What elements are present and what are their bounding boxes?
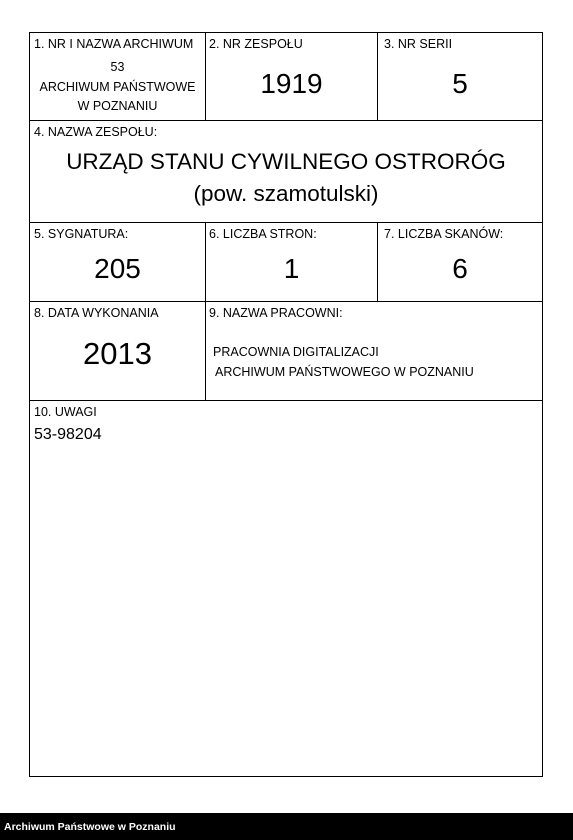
archive-name-line2: W POZNANIU [77, 99, 158, 113]
series-number-label: 3. NR SERII [384, 37, 453, 51]
page-count-label: 6. LICZBA STRON: [209, 227, 317, 241]
fonds-number-cell [206, 33, 377, 120]
fonds-name-line2: (pow. szamotulski) [193, 181, 379, 206]
fonds-number-value: 1919 [260, 68, 323, 99]
archive-label: 1. NR I NAZWA ARCHIWUM [34, 37, 194, 51]
archive-name-line1: ARCHIWUM PAŃSTWOWE [39, 80, 196, 94]
fonds-name-line1: URZĄD STANU CYWILNEGO OSTRORÓG [66, 149, 506, 174]
scan-count-cell [378, 223, 542, 301]
notes-label: 10. UWAGI [34, 405, 97, 419]
fonds-name-cell [30, 121, 542, 222]
footer-bar [0, 813, 573, 840]
metadata-card [29, 32, 543, 777]
fonds-number-label: 2. NR ZESPOŁU [209, 37, 303, 51]
notes-cell [30, 401, 542, 776]
date-value: 2013 [83, 336, 152, 371]
fonds-name-label: 4. NAZWA ZESPOŁU: [34, 125, 158, 139]
workshop-label: 9. NAZWA PRACOWNI: [209, 306, 343, 320]
scan-count-label: 7. LICZBA SKANÓW: [384, 227, 504, 241]
page-count-value: 1 [283, 253, 300, 284]
signature-value: 205 [94, 253, 141, 284]
date-cell [30, 302, 205, 400]
series-number-value: 5 [452, 68, 468, 99]
notes-value: 53-98204 [34, 426, 102, 443]
footer-text: Archiwum Państwowe w Poznaniu [4, 821, 176, 833]
archive-cell [30, 33, 205, 120]
signature-label: 5. SYGNATURA: [34, 227, 129, 241]
page-count-cell [206, 223, 377, 301]
workshop-line1: PRACOWNIA DIGITALIZACJI [213, 345, 379, 359]
date-label: 8. DATA WYKONANIA [34, 306, 159, 320]
archive-number: 53 [110, 60, 125, 74]
series-number-cell [378, 33, 542, 120]
workshop-cell [206, 302, 542, 400]
workshop-line2: ARCHIWUM PAŃSTWOWEGO W POZNANIU [215, 365, 474, 379]
signature-cell [30, 223, 205, 301]
scan-count-value: 6 [452, 253, 468, 284]
